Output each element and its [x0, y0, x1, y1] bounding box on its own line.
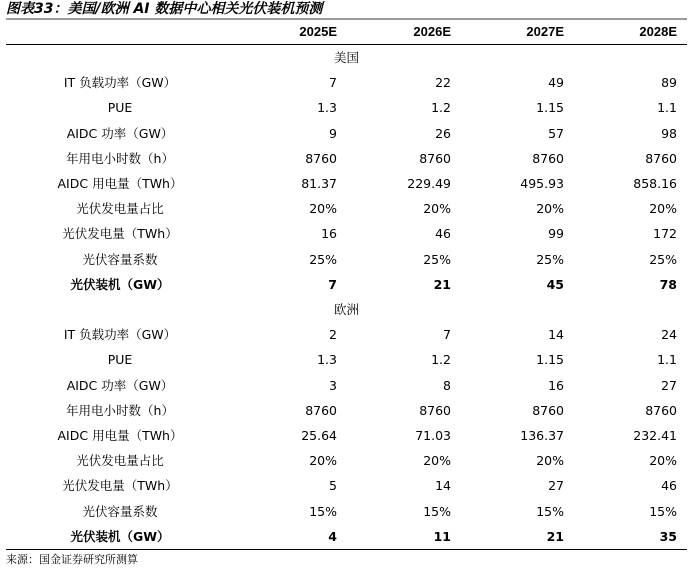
table-row [6, 373, 687, 398]
table-cell: 24 [661, 327, 677, 343]
table-cell: 78 [659, 276, 677, 292]
table-cell: 8760 [532, 150, 564, 166]
table-cell: 20% [309, 453, 337, 469]
section-header-row [6, 297, 687, 322]
row-label: 年用电小时数（h） [66, 402, 174, 418]
table-cell: 8760 [305, 150, 337, 166]
table-cell: 16 [321, 226, 337, 242]
column-header: 2025E [299, 24, 337, 39]
row-label: AIDC 功率（GW） [66, 377, 174, 393]
column-header-row [6, 20, 687, 44]
table-cell: 495.93 [520, 176, 564, 191]
table-cell: 20% [649, 453, 677, 469]
table-cell: 45 [546, 276, 564, 292]
row-label: IT 负载功率（GW） [63, 327, 177, 343]
column-header: 2027E [526, 24, 564, 39]
row-label: 光伏发电量占比 [76, 201, 164, 217]
table-cell: 15% [649, 503, 677, 519]
row-label: 光伏容量系数 [82, 251, 158, 267]
table-cell: 21 [546, 528, 564, 544]
table-cell: 99 [548, 226, 564, 242]
table-cell: 7 [329, 75, 337, 91]
table-cell: 1.15 [536, 352, 564, 368]
table-row [6, 196, 687, 221]
table-cell: 8760 [305, 402, 337, 418]
table-title: 图表33：美国/欧洲 AI 数据中心相关光伏装机预测 [6, 1, 323, 17]
table-row [6, 221, 687, 246]
table-cell: 8760 [645, 402, 677, 418]
table-cell: 25% [423, 251, 451, 267]
table-cell: 98 [661, 125, 677, 141]
table-row [6, 347, 687, 372]
table-cell: 26 [435, 125, 451, 141]
section-header-row [6, 45, 687, 70]
table-cell: 25.64 [301, 428, 337, 443]
table-cell: 27 [661, 377, 677, 393]
table-cell: 25% [649, 251, 677, 267]
table-cell: 89 [661, 75, 677, 91]
table-cell: 81.37 [301, 176, 337, 191]
table-row [6, 398, 687, 423]
table-row [6, 171, 687, 196]
table-cell: 20% [536, 201, 564, 217]
table-cell: 858.16 [633, 176, 677, 191]
table-cell: 71.03 [415, 428, 451, 443]
table-cell: 4 [328, 528, 337, 544]
row-label: 光伏容量系数 [82, 503, 158, 519]
table-row [6, 247, 687, 272]
table-cell: 8760 [419, 402, 451, 418]
table-cell: 20% [423, 453, 451, 469]
table-cell: 14 [435, 478, 451, 494]
table-cell: 15% [423, 503, 451, 519]
table-cell: 8760 [419, 150, 451, 166]
table-row [6, 473, 687, 498]
table-cell: 1.1 [657, 100, 677, 116]
table-cell: 57 [548, 125, 564, 141]
table-row [6, 524, 687, 549]
table-cell: 8760 [645, 150, 677, 166]
table-cell: 232.41 [633, 428, 677, 443]
table-row [6, 121, 687, 146]
table-cell: 8 [443, 377, 451, 393]
column-header: 2028E [639, 24, 677, 39]
table-cell: 46 [661, 478, 677, 494]
table-cell: 1.3 [317, 352, 337, 368]
row-label: 光伏发电量占比 [76, 453, 164, 469]
table-cell: 11 [433, 528, 451, 544]
table-cell: 49 [548, 75, 564, 91]
section-title: 美国 [333, 50, 359, 65]
row-label: 年用电小时数（h） [66, 150, 174, 166]
row-label: AIDC 用电量（TWh） [57, 176, 183, 191]
table-row [6, 322, 687, 347]
row-label: 光伏发电量（TWh） [62, 226, 178, 242]
table-cell: 35 [659, 528, 677, 544]
table-cell: 229.49 [407, 176, 451, 191]
row-label: AIDC 功率（GW） [66, 125, 174, 141]
table-cell: 1.2 [431, 352, 451, 368]
row-label: 光伏装机（GW） [70, 528, 170, 544]
table-row [6, 95, 687, 120]
row-label: 光伏装机（GW） [70, 276, 170, 292]
table-cell: 2 [329, 327, 337, 343]
table-cell: 20% [309, 201, 337, 217]
table-cell: 20% [423, 201, 451, 217]
table-cell: 1.2 [431, 100, 451, 116]
table-cell: 16 [548, 377, 564, 393]
table-cell: 9 [329, 125, 337, 141]
table-row [6, 448, 687, 473]
table-cell: 15% [536, 503, 564, 519]
table-cell: 20% [536, 453, 564, 469]
table-cell: 172 [653, 226, 677, 242]
row-label: AIDC 用电量（TWh） [57, 428, 183, 443]
row-label: PUE [107, 352, 133, 368]
table-row [6, 499, 687, 524]
table-row [6, 146, 687, 171]
table-cell: 136.37 [520, 428, 564, 443]
table-cell: 3 [329, 377, 337, 393]
table-cell: 25% [309, 251, 337, 267]
table-cell: 22 [435, 75, 451, 91]
table-cell: 1.15 [536, 100, 564, 116]
footer-divider [6, 549, 687, 550]
table-cell: 1.1 [657, 352, 677, 368]
table-cell: 20% [649, 201, 677, 217]
table-cell: 15% [309, 503, 337, 519]
row-label: IT 负载功率（GW） [63, 75, 177, 91]
table-row [6, 272, 687, 297]
table-cell: 46 [435, 226, 451, 242]
table-row [6, 423, 687, 448]
row-label: PUE [107, 100, 133, 116]
section-title: 欧洲 [333, 302, 359, 317]
row-label: 光伏发电量（TWh） [62, 478, 178, 494]
table-row [6, 70, 687, 95]
column-header: 2026E [413, 24, 451, 39]
table-cell: 7 [443, 327, 451, 343]
table-cell: 27 [548, 478, 564, 494]
table-cell: 7 [328, 276, 337, 292]
table-cell: 14 [548, 327, 564, 343]
table-cell: 1.3 [317, 100, 337, 116]
table-cell: 5 [329, 478, 337, 494]
table-cell: 25% [536, 251, 564, 267]
source-note: 来源：国金证券研究所测算 [6, 553, 138, 566]
table-cell: 8760 [532, 402, 564, 418]
table-cell: 21 [433, 276, 451, 292]
